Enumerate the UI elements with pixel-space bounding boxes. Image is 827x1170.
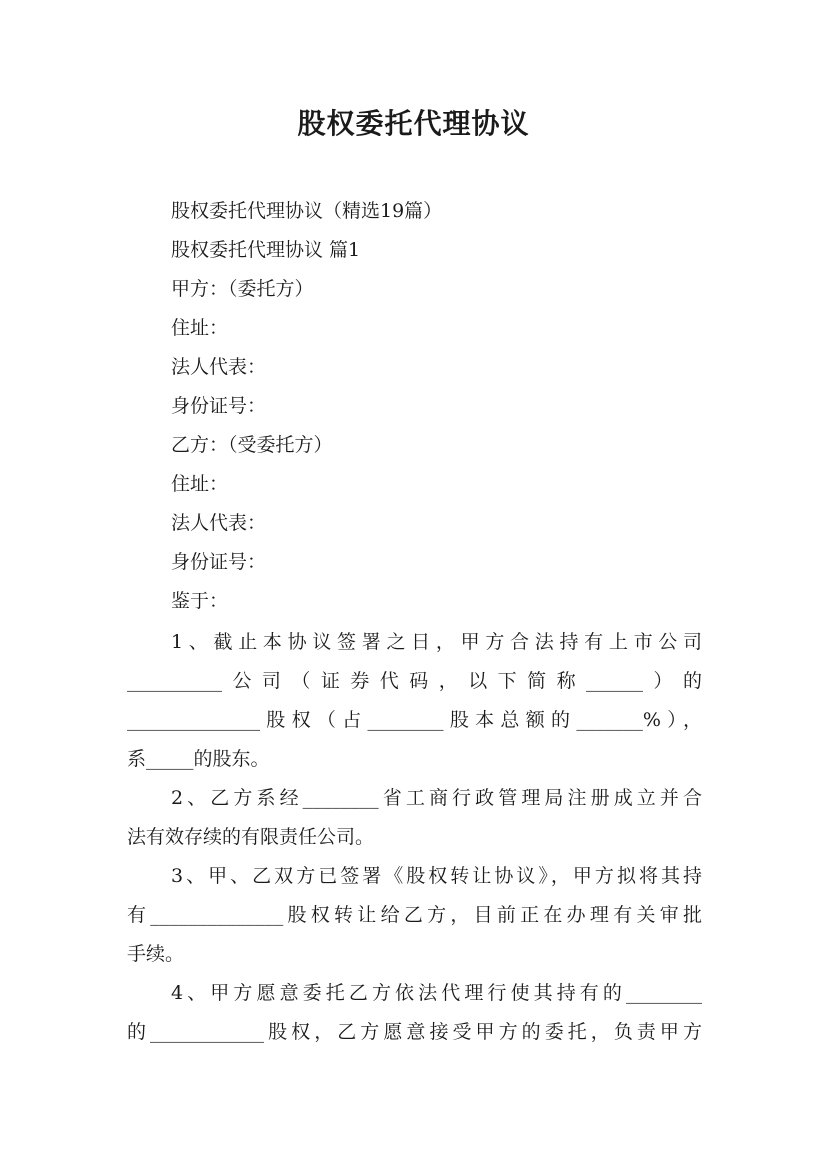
clause-1-line-4: 系_____的股东。 <box>127 748 270 770</box>
header-line-legal-rep-b: 法人代表： <box>171 512 267 534</box>
clause-4-line-2: 的____________股权，乙方愿意接受甲方的委托，负责甲方 <box>127 1021 702 1043</box>
clause-3 <box>127 857 702 974</box>
clause-3-line-3: 手续。 <box>127 943 185 965</box>
clause-4-line-1: 4、甲方愿意委托乙方依法代理行使其持有的________ <box>171 982 702 1004</box>
header-line-party-b: 乙方：（受委托方） <box>171 434 333 456</box>
clause-1-line-3: ______________股权（占________股本总额的_______%）， <box>127 709 702 731</box>
header-line-party-a: 甲方：（委托方） <box>171 278 314 300</box>
header-line-section: 股权委托代理协议 篇1 <box>171 239 361 261</box>
header-line-subtitle: 股权委托代理协议（精选19篇） <box>171 200 443 222</box>
clause-1 <box>127 623 702 779</box>
clause-2-line-1: 2、乙方系经________省工商行政管理局注册成立并合 <box>171 787 702 809</box>
header-line-whereas: 鉴于： <box>171 590 229 612</box>
clause-3-line-2: 有______________股权转让给乙方，目前正在办理有关审批 <box>127 904 702 926</box>
clause-1-line-2: __________公司（证券代码，以下简称______）的 <box>127 670 702 692</box>
header-line-id-b: 身份证号： <box>171 551 267 573</box>
header-line-id-a: 身份证号： <box>171 395 267 417</box>
header-line-address-b: 住址： <box>171 473 229 495</box>
clause-4 <box>127 974 702 1052</box>
clause-3-line-1: 3、甲、乙双方已签署《股权转让协议》，甲方拟将其持 <box>171 865 702 887</box>
header-line-legal-rep-a: 法人代表： <box>171 356 267 378</box>
clause-1-line-1: 1、截止本协议签署之日，甲方合法持有上市公司 <box>171 631 702 653</box>
header-line-address-a: 住址： <box>171 317 229 339</box>
clause-2-line-2: 法有效存续的有限责任公司。 <box>127 826 375 848</box>
document-title: 股权委托代理协议 <box>297 107 530 140</box>
clause-2 <box>127 779 702 857</box>
